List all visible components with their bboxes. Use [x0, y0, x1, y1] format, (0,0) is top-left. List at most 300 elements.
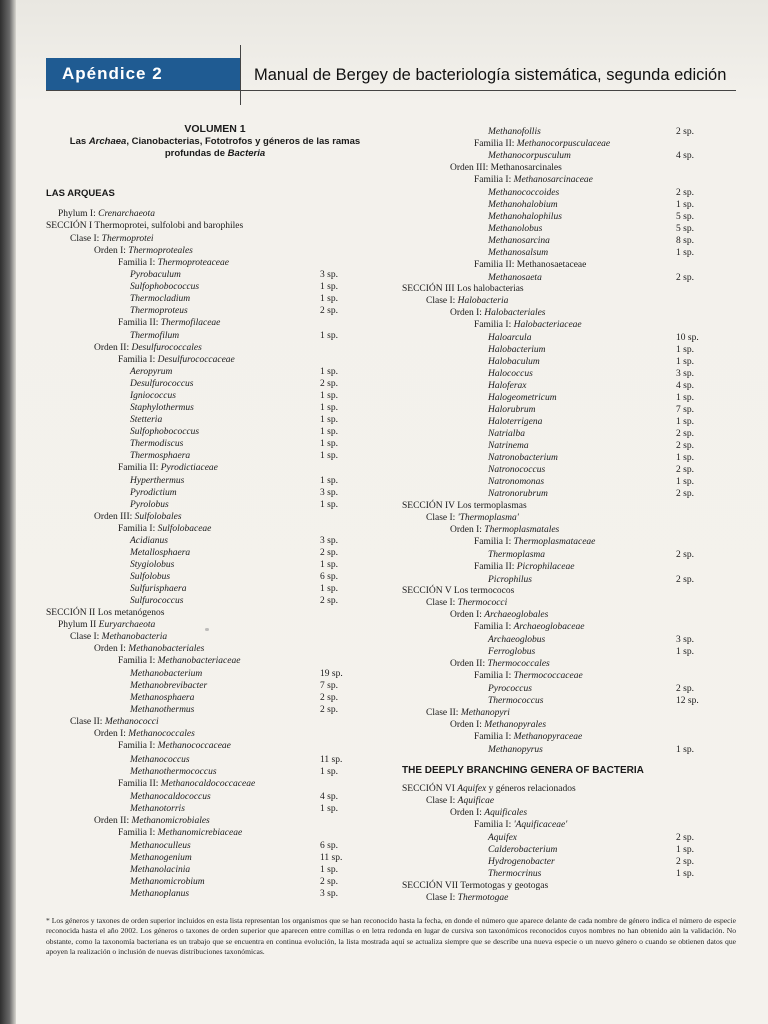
genus-name: Hyperthermus: [130, 476, 185, 486]
species-count: 1 sp.: [676, 345, 694, 355]
species-count: 1 sp.: [320, 367, 338, 377]
genus-row: [488, 452, 694, 464]
taxon-row: [118, 257, 229, 269]
taxon-name: Archaeoglobaceae: [513, 622, 585, 632]
species-count: 1 sp.: [676, 248, 694, 258]
genus-row: [488, 392, 694, 404]
species-count: 2 sp.: [320, 548, 338, 558]
genus-name: Sulfophobococcus: [130, 427, 200, 437]
genus-row: [130, 692, 338, 704]
genus-name: Archaeoglobus: [488, 635, 546, 645]
taxon-name: Methanopyraceae: [513, 732, 583, 742]
taxon-label: [474, 670, 583, 682]
taxon-name: Methanomicrebiaceae: [157, 828, 243, 838]
genus-row: [130, 330, 338, 342]
taxon-name: Aquifex: [457, 784, 487, 794]
genus-row: [130, 293, 338, 305]
genus-name: Methanobacterium: [130, 669, 203, 679]
species-count: 2 sp.: [676, 465, 694, 475]
section-row: [46, 220, 243, 232]
taxon-label: [426, 707, 510, 719]
species-count: 1 sp.: [320, 500, 338, 510]
taxon-label: [94, 728, 195, 740]
taxon-name: Thermoprotei: [101, 234, 154, 244]
taxon-rank: Familia II:: [118, 779, 161, 789]
taxon-label: [450, 609, 548, 621]
taxon-label: [450, 162, 562, 174]
taxon-rank: SECCIÓN V Los termococos: [402, 586, 515, 596]
taxon-rank: Familia II:: [118, 318, 161, 328]
species-count: 2 sp.: [320, 596, 338, 606]
genus-name: Sulfurococcus: [130, 596, 184, 606]
species-count: 2 sp.: [320, 306, 338, 316]
taxon-rank: Familia I:: [118, 741, 158, 751]
taxon-row: [426, 597, 507, 609]
section-row: [402, 283, 524, 295]
taxon-label: [94, 511, 182, 523]
genus-row: [488, 356, 694, 368]
species-count: 1 sp.: [320, 391, 338, 401]
taxon-row: [118, 655, 240, 667]
taxon-label: [474, 174, 593, 186]
taxon-label: [118, 354, 235, 366]
taxon-row: [118, 317, 220, 329]
genus-name: Methanocorpusculum: [488, 151, 571, 161]
species-count: 7 sp.: [320, 681, 338, 691]
genus-name: Methanothermococcus: [130, 767, 217, 777]
taxon-row: [94, 342, 202, 354]
appendix-label: Apéndice 2: [46, 58, 240, 90]
species-count: 11 sp.: [320, 755, 343, 765]
genus-name: Stygiolobus: [130, 560, 175, 570]
taxon-row: [70, 631, 167, 643]
taxon-label: [426, 892, 508, 904]
taxon-row: [450, 524, 559, 536]
genus-row: [130, 766, 338, 778]
genus-row: [488, 464, 694, 476]
species-count: 5 sp.: [676, 212, 694, 222]
genus-name: Sulfurisphaera: [130, 584, 187, 594]
genus-row: [488, 476, 694, 488]
taxon-name: Picrophilaceae: [516, 562, 575, 572]
genus-row: [130, 571, 338, 583]
taxon-label: [118, 317, 220, 329]
taxon-row: [474, 621, 584, 633]
taxon-name: Methanocaldococcaceae: [160, 779, 256, 789]
species-count: 12 sp.: [676, 696, 699, 706]
taxon-name: Halobacteria: [457, 296, 509, 306]
section-row: [402, 500, 527, 512]
genus-name: Calderobacterium: [488, 845, 558, 855]
species-count: 2 sp.: [676, 575, 694, 585]
genus-name: Halobaculum: [488, 357, 540, 367]
species-count: 1 sp.: [320, 476, 338, 486]
genus-row: [130, 414, 338, 426]
species-count: 2 sp.: [676, 188, 694, 198]
taxon-name: Thermococcaceae: [513, 671, 583, 681]
volume-subtitle-part: Bacteria: [227, 148, 266, 159]
taxon-rank: Clase I:: [70, 234, 102, 244]
taxon-row: [474, 174, 593, 186]
taxon-rank: Familia I:: [118, 656, 158, 666]
taxon-label: [94, 815, 210, 827]
taxon-name: Thermococcales: [487, 659, 550, 669]
species-count: 3 sp.: [676, 635, 694, 645]
genus-name: Methanoplanus: [130, 889, 190, 899]
taxon-rank: Orden I:: [94, 729, 129, 739]
book-spine-shadow: [0, 0, 16, 1024]
genus-row: [488, 440, 694, 452]
genus-row: [130, 366, 338, 378]
genus-name: Stetteria: [130, 415, 163, 425]
taxon-name: Halobacteriales: [484, 308, 546, 318]
taxon-rank: Familia I:: [474, 320, 514, 330]
taxon-row: [426, 795, 494, 807]
genus-row: [130, 704, 338, 716]
species-count: 1 sp.: [676, 845, 694, 855]
taxon-rank: Orden I:: [450, 610, 485, 620]
genus-name: Methanocaldococcus: [130, 792, 211, 802]
taxon-name: Pyrodictiaceae: [160, 463, 218, 473]
genus-row: [488, 223, 694, 235]
genus-row: [488, 416, 694, 428]
taxon-name: Methanococci: [104, 717, 159, 727]
section-heading-deeply-branching: THE DEEPLY BRANCHING GENERA OF BACTERIA: [402, 765, 644, 776]
taxon-name: Methanosarcinaceae: [513, 175, 593, 185]
genus-name: Halobacterium: [488, 345, 546, 355]
taxon-rank: Orden I:: [450, 308, 485, 318]
taxon-row: [474, 138, 610, 150]
taxon-row: [58, 619, 155, 631]
genus-row: [488, 428, 694, 440]
taxon-label: [118, 462, 218, 474]
genus-row: [130, 852, 343, 864]
taxon-row: [118, 778, 255, 790]
genus-name: Ferroglobus: [488, 647, 536, 657]
taxon-name: Archaeoglobales: [484, 610, 549, 620]
genus-row: [130, 754, 343, 766]
taxon-rank: Familia II: Methanosaetaceae: [474, 260, 587, 270]
genus-row: [130, 390, 338, 402]
taxon-name: Aquificales: [484, 808, 528, 818]
species-count: 3 sp.: [320, 488, 338, 498]
species-count: 1 sp.: [320, 403, 338, 413]
species-count: 7 sp.: [676, 405, 694, 415]
genus-name: Natronobacterium: [488, 453, 558, 463]
species-count: 1 sp.: [320, 415, 338, 425]
taxon-row: [94, 643, 204, 655]
taxon-row: [94, 728, 195, 740]
taxon-rank: Familia I:: [118, 258, 158, 268]
taxon-rank: Orden I:: [94, 246, 129, 256]
taxon-rank: Clase I:: [426, 796, 458, 806]
taxon-name: Aquificae: [457, 796, 495, 806]
taxon-name: Methanobacteriales: [128, 644, 205, 654]
taxon-row: [118, 827, 242, 839]
taxon-row: [118, 354, 235, 366]
species-count: 1 sp.: [320, 451, 338, 461]
taxon-row: [118, 462, 218, 474]
genus-name: Metallosphaera: [130, 548, 191, 558]
genus-row: [130, 803, 338, 815]
taxon-name: Methanocorpusculaceae: [516, 139, 611, 149]
species-count: 1 sp.: [320, 427, 338, 437]
taxon-name: Desulfurococcales: [131, 343, 202, 353]
taxon-rank: Orden I:: [94, 644, 129, 654]
species-count: 2 sp.: [676, 550, 694, 560]
genus-name: Methanofollis: [488, 127, 541, 137]
taxon-rank: SECCIÓN II Los metanógenos: [46, 608, 165, 618]
taxon-label: [474, 138, 610, 150]
taxon-rank: Orden III:: [94, 512, 135, 522]
genus-row: [488, 150, 694, 162]
taxon-label: [474, 819, 567, 831]
taxon-name: Thermoplasmatales: [484, 525, 560, 535]
taxon-row: [426, 512, 519, 524]
genus-name: Natronomonas: [488, 477, 545, 487]
genus-row: [130, 378, 338, 390]
section-row: [46, 607, 164, 619]
genus-row: [488, 832, 694, 844]
genus-name: Thermococcus: [488, 696, 544, 706]
taxon-label: [450, 719, 546, 731]
taxon-name: 'Thermoplasma': [457, 513, 519, 523]
taxon-rank: Familia I:: [474, 732, 514, 742]
taxon-label: [70, 233, 154, 245]
taxon-row: [118, 740, 231, 752]
taxon-rank: Orden II:: [94, 343, 132, 353]
taxon-row: [94, 511, 182, 523]
genus-name: Methanococcus: [130, 755, 190, 765]
taxon-name: Thermoplasmataceae: [513, 537, 596, 547]
taxon-rank: Clase I:: [70, 632, 102, 642]
taxon-rank: Clase I:: [426, 296, 458, 306]
taxon-rank: Familia I:: [474, 820, 514, 830]
genus-name: Methanococcoides: [488, 188, 560, 198]
species-count: 1 sp.: [676, 477, 694, 487]
genus-name: Pyrobaculum: [130, 270, 181, 280]
species-count: 2 sp.: [676, 273, 694, 283]
species-count: 1 sp.: [320, 804, 338, 814]
genus-name: Natrinema: [488, 441, 529, 451]
taxon-name: Sulfolobaceae: [157, 524, 212, 534]
taxon-label: [118, 257, 229, 269]
genus-name: Methanohalophilus: [488, 212, 562, 222]
genus-name: Staphylothermus: [130, 403, 194, 413]
taxon-label: [118, 827, 242, 839]
taxon-row: [474, 259, 586, 271]
genus-name: Natrialba: [488, 429, 525, 439]
taxon-name: Methanobacteria: [101, 632, 168, 642]
genus-name: Thermocladium: [130, 294, 191, 304]
species-count: 3 sp.: [676, 369, 694, 379]
taxon-label: [474, 319, 582, 331]
genus-name: Haloarcula: [488, 333, 532, 343]
species-count: 3 sp.: [320, 889, 338, 899]
taxon-label: [94, 342, 202, 354]
genus-name: Methanolobus: [488, 224, 543, 234]
header-rule: [46, 90, 736, 91]
genus-row: [488, 187, 694, 199]
genus-name: Picrophilus: [488, 575, 532, 585]
taxon-row: [94, 815, 210, 827]
taxon-label: [450, 658, 550, 670]
genus-row: [130, 791, 338, 803]
species-count: 1 sp.: [320, 282, 338, 292]
taxon-row: [474, 670, 583, 682]
genus-name: Thermodiscus: [130, 439, 184, 449]
species-count: 2 sp.: [676, 833, 694, 843]
taxon-row: [426, 707, 510, 719]
taxon-row: [474, 731, 582, 743]
taxon-rank: SECCIÓN III Los halobacterias: [402, 284, 524, 294]
genus-row: [488, 634, 694, 646]
taxon-label: [94, 245, 193, 257]
taxon-label: [426, 295, 508, 307]
taxon-row: [474, 536, 595, 548]
taxon-name: Crenarchaeota: [98, 209, 155, 219]
taxon-rank: Clase II:: [426, 708, 461, 718]
taxon-rank: Familia I:: [118, 524, 158, 534]
species-count: 2 sp.: [320, 705, 338, 715]
taxon-rank: Familia I:: [474, 175, 514, 185]
genus-row: [488, 844, 694, 856]
taxon-row: [70, 233, 154, 245]
genus-row: [130, 559, 338, 571]
species-count: 19 sp.: [320, 669, 343, 679]
species-count: 4 sp.: [320, 792, 338, 802]
genus-name: Aeropyrum: [130, 367, 173, 377]
genus-name: Pyrodictium: [130, 488, 177, 498]
genus-row: [488, 332, 699, 344]
genus-name: Igniococcus: [130, 391, 176, 401]
genus-name: Haloferax: [488, 381, 527, 391]
genus-name: Methanotorris: [130, 804, 185, 814]
genus-name: Acidianus: [130, 536, 168, 546]
genus-name: Desulfurococcus: [130, 379, 194, 389]
genus-row: [130, 876, 338, 888]
taxon-label: [118, 778, 255, 790]
taxon-label: [46, 220, 243, 232]
genus-name: Halogeometricum: [488, 393, 557, 403]
genus-row: [488, 199, 694, 211]
volume-subtitle-part: Las: [69, 136, 89, 147]
genus-row: [130, 680, 338, 692]
genus-row: [130, 583, 338, 595]
taxon-rank: SECCIÓN VI: [402, 784, 458, 794]
species-count: 10 sp.: [676, 333, 699, 343]
taxon-label: [450, 307, 546, 319]
taxon-rank: SECCIÓN I Thermoprotei, sulfolobi and barophiles: [46, 221, 244, 231]
taxon-name: Methanococcales: [128, 729, 195, 739]
section-heading-arqueas: LAS ARQUEAS: [46, 188, 115, 199]
volume-title: VOLUMEN 1: [184, 123, 246, 135]
genus-name: Thermoproteus: [130, 306, 188, 316]
taxon-row: [70, 716, 159, 728]
genus-row: [130, 547, 338, 559]
taxon-name: Halobacteriaceae: [513, 320, 582, 330]
footnote: * Los géneros y taxones de orden superior incluidos en esta lista representan los organismos que se han reconocido hasta la fecha, en donde el número que aparece delante de cada nombre de género indica el número de especie reconocida hasta el año 2002. Los géneros o taxones de orden superior que aparecen entre comillas o en letra redonda en lugar de cursiva son taxonómicos reconocidos cuyos nombres no han obtenido aún la validación. No obstante, como la taxonomía bacteriana es un trabajo que se encuentra en continua evolución, la lista mostrada aquí se actualiza siempre que se describe una nueva especie o un nuevo género o cuando se obtienen datos que apoyen la realización o inclusión de nuevas distribuciones taxonómicas.: [46, 916, 736, 957]
genus-name: Aquifex: [488, 833, 518, 843]
genus-name: Natronococcus: [488, 465, 546, 475]
species-count: 3 sp.: [320, 536, 338, 546]
species-count: 11 sp.: [320, 853, 343, 863]
species-count: 5 sp.: [676, 224, 694, 234]
genus-name: Sulfolobus: [130, 572, 171, 582]
genus-name: Pyrolobus: [130, 500, 169, 510]
genus-row: [488, 744, 694, 756]
taxon-label: [474, 536, 595, 548]
species-count: 2 sp.: [320, 693, 338, 703]
species-count: 1 sp.: [676, 393, 694, 403]
volume-subtitle-part: , Cianobacterias, Fototrofos y géneros de las ramas: [126, 136, 361, 147]
genus-row: [130, 305, 338, 317]
genus-row: [488, 235, 694, 247]
taxon-name: Methanomicrobiales: [131, 816, 210, 826]
genus-row: [130, 475, 338, 487]
taxon-rank: Familia I:: [118, 828, 158, 838]
genus-name: Methanothermus: [130, 705, 195, 715]
taxon-row: [118, 523, 211, 535]
taxon-rank: Clase I:: [426, 598, 458, 608]
species-count: 2 sp.: [320, 379, 338, 389]
genus-name: Thermofilum: [130, 331, 180, 341]
species-count: 1 sp.: [320, 767, 338, 777]
taxon-label: [402, 880, 548, 892]
genus-row: [130, 888, 338, 900]
genus-name: Pyrococcus: [488, 684, 532, 694]
genus-row: [488, 695, 699, 707]
section-row: [402, 585, 514, 597]
taxon-rank: Familia II:: [474, 562, 517, 572]
taxon-name: Thermofilaceae: [160, 318, 221, 328]
genus-name: Haloterrigena: [488, 417, 543, 427]
genus-row: [130, 595, 338, 607]
genus-row: [130, 269, 338, 281]
taxon-label: [474, 621, 584, 633]
genus-row: [488, 488, 694, 500]
species-count: 1 sp.: [320, 584, 338, 594]
taxon-row: [94, 245, 193, 257]
taxon-rank: SECCIÓN IV Los termoplasmas: [402, 501, 527, 511]
taxon-label: [118, 740, 231, 752]
species-count: 1 sp.: [320, 294, 338, 304]
taxon-rank: Clase I:: [426, 893, 458, 903]
species-count: 2 sp.: [676, 441, 694, 451]
genus-name: Methanopyrus: [488, 745, 543, 755]
genus-name: Methanogenium: [130, 853, 192, 863]
genus-row: [488, 683, 694, 695]
genus-name: Halococcus: [488, 369, 533, 379]
taxon-row: [450, 307, 546, 319]
species-count: 1 sp.: [676, 200, 694, 210]
genus-row: [488, 344, 694, 356]
taxon-name: Desulfurococcaceae: [157, 355, 235, 365]
taxon-rank: Familia I:: [474, 537, 514, 547]
taxon-label: [474, 561, 574, 573]
volume-subtitle: [46, 136, 384, 160]
species-count: 1 sp.: [320, 331, 338, 341]
taxon-name: Thermococci: [457, 598, 508, 608]
taxon-label: [70, 631, 167, 643]
genus-name: Methanosarcina: [488, 236, 550, 246]
genus-row: [130, 450, 338, 462]
genus-name: Methanoculleus: [130, 841, 191, 851]
taxon-rank: Orden II:: [450, 659, 488, 669]
taxon-label: [58, 619, 155, 631]
taxon-name: Sulfolobales: [134, 512, 182, 522]
genus-name: Methanosphaera: [130, 693, 195, 703]
